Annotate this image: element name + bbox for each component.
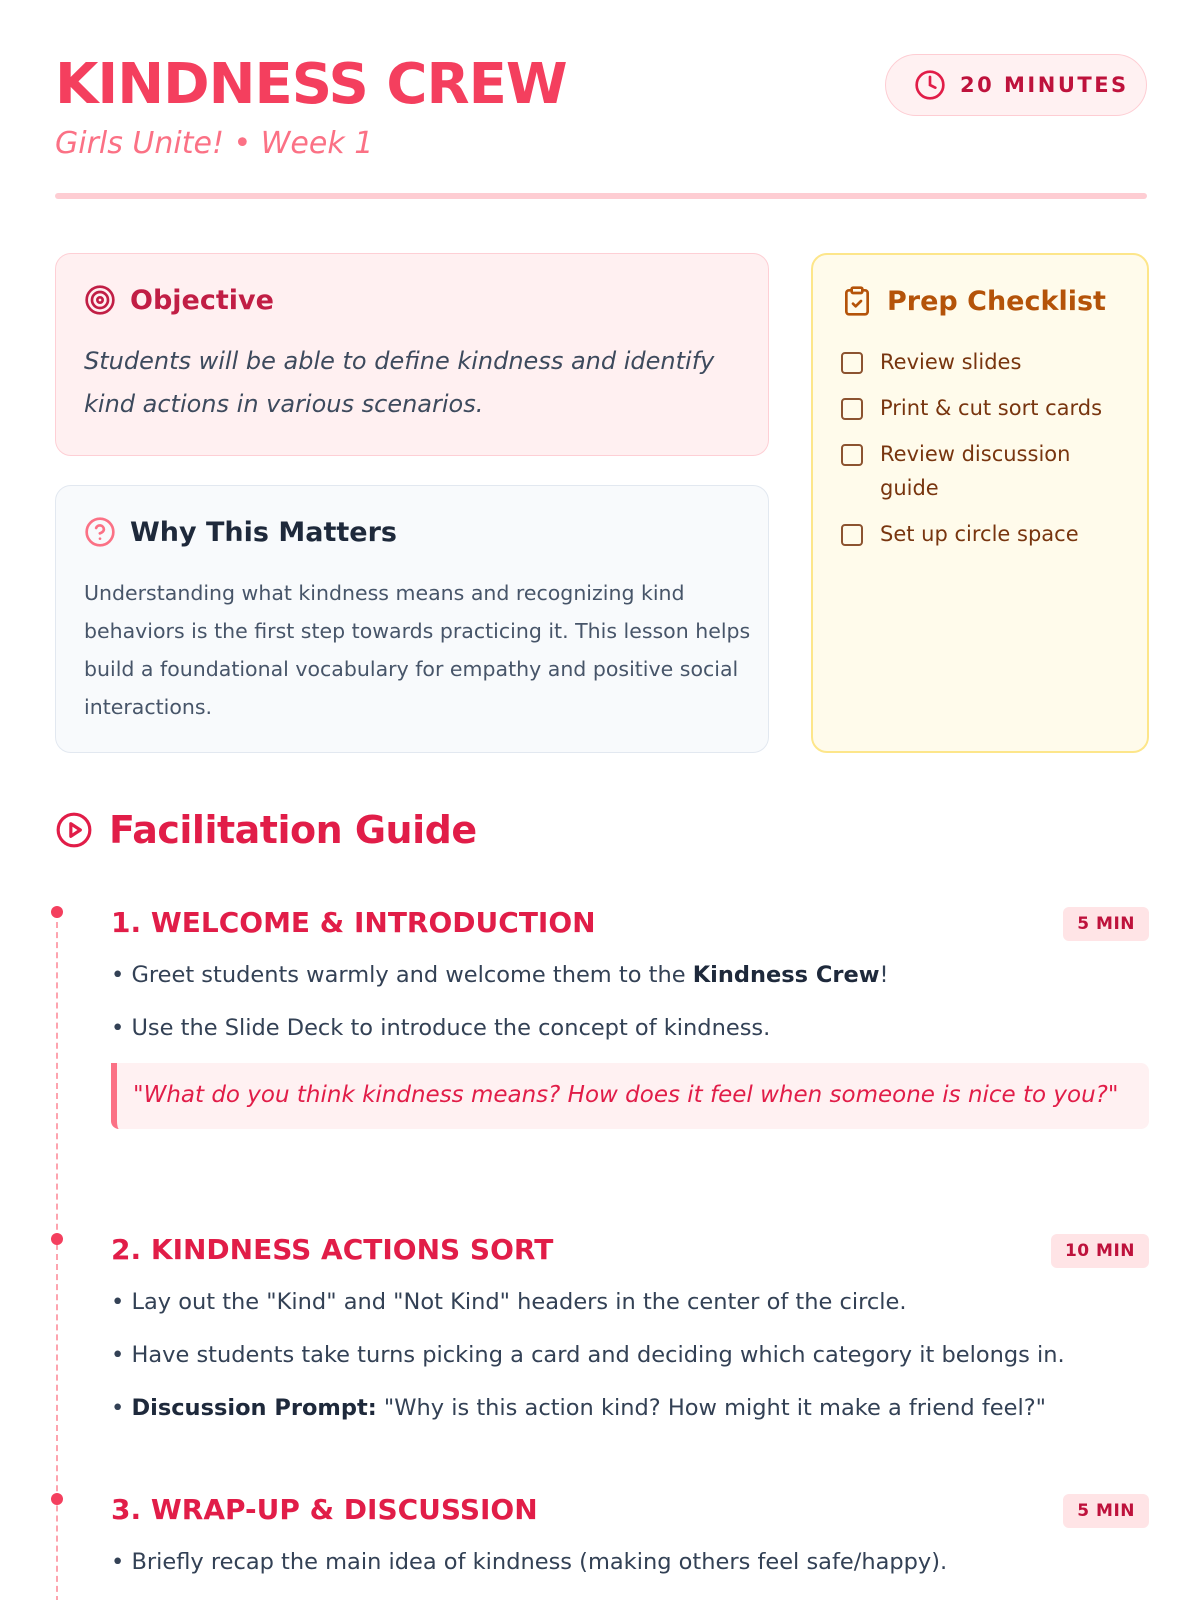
guide-step <box>111 903 1149 1129</box>
objective-header <box>84 284 274 316</box>
step-title: 1. WELCOME & INTRODUCTION <box>111 906 596 939</box>
bullet-item: • Have students take turns picking a card and deciding which category it belongs in. <box>111 1342 1065 1368</box>
prep-header <box>841 285 1106 317</box>
checklist-label: Set up circle space <box>880 522 1079 546</box>
bullet-text: "Why is this action kind? How might it make a friend feel?" <box>376 1395 1046 1421</box>
checklist-item[interactable] <box>841 345 1131 379</box>
why-text: Understanding what kindness means and recognizing kind behaviors is the first step towards practicing it. This lesson helps build a foundational vocabulary for empathy and positive social interactions. <box>84 581 751 719</box>
step-bullets <box>111 1284 1149 1426</box>
duration-label: 20 MINUTES <box>960 73 1129 97</box>
bullet-item: • Lay out the "Kind" and "Not Kind" headers in the center of the circle. <box>111 1289 907 1315</box>
target-icon <box>84 284 116 316</box>
step-bullets <box>111 1544 1149 1580</box>
bullet-text: Use the Slide Deck to introduce the concept of kindness. <box>131 1015 771 1041</box>
timeline-dot <box>51 906 63 918</box>
checkbox[interactable] <box>841 352 863 374</box>
bullet-item: • Greet students warmly and welcome them to the Kindness Crew! <box>111 962 889 988</box>
prep-title: Prep Checklist <box>887 285 1106 317</box>
checklist-item[interactable] <box>841 517 1131 551</box>
timeline-dot <box>51 1233 63 1245</box>
objective-text: Students will be able to define kindness and identify kind actions in various scenarios. <box>84 347 715 418</box>
bullet-item: • Discussion Prompt: "Why is this action kind? How might it make a friend feel?" <box>111 1395 1046 1421</box>
discussion-quote: "What do you think kindness means? How does it feel when someone is nice to you?" <box>111 1063 1149 1129</box>
play-circle-icon <box>55 811 93 849</box>
facilitation-guide-title: Facilitation Guide <box>109 808 477 852</box>
step-title: 2. KINDNESS ACTIONS SORT <box>111 1233 554 1266</box>
checkbox[interactable] <box>841 398 863 420</box>
bullet-text: Greet students warmly and welcome them to the <box>131 962 693 988</box>
clipboard-check-icon <box>841 285 873 317</box>
facilitation-guide-header <box>55 808 477 852</box>
step-time-badge: 10 MIN <box>1051 1234 1149 1268</box>
guide-step <box>111 1230 1149 1443</box>
bullet-text: Lay out the "Kind" and "Not Kind" headers in the center of the circle. <box>131 1289 907 1315</box>
step-bullets <box>111 957 1149 1046</box>
prep-checklist <box>841 345 1131 563</box>
page-subtitle: Girls Unite! • Week 1 <box>55 126 374 161</box>
bullet-bold: Discussion Prompt: <box>131 1395 377 1421</box>
bullet-item: • Briefly recap the main idea of kindness (making others feel safe/happy). <box>111 1549 948 1575</box>
duration-badge <box>885 54 1147 116</box>
objective-card <box>55 253 769 456</box>
objective-title: Objective <box>130 284 274 316</box>
step-time-badge: 5 MIN <box>1063 1494 1149 1528</box>
guide-step <box>111 1490 1149 1597</box>
checklist-item[interactable] <box>841 437 1131 505</box>
why-header <box>84 516 397 548</box>
checklist-item[interactable] <box>841 391 1131 425</box>
checklist-label: Review discussion guide <box>880 442 1071 500</box>
checklist-label: Review slides <box>880 350 1022 374</box>
clock-icon <box>914 69 946 101</box>
bullet-text: Have students take turns picking a card and deciding which category it belongs in. <box>131 1342 1065 1368</box>
step-time-badge: 5 MIN <box>1063 907 1149 941</box>
bullet-bold: Kindness Crew <box>692 962 880 988</box>
checklist-label: Print & cut sort cards <box>880 396 1103 420</box>
checkbox[interactable] <box>841 444 863 466</box>
prep-checklist-card <box>811 253 1149 753</box>
header-divider <box>55 193 1147 199</box>
timeline-dot <box>51 1493 63 1505</box>
checkbox[interactable] <box>841 524 863 546</box>
question-circle-icon <box>84 516 116 548</box>
page-header <box>55 52 1147 202</box>
step-title: 3. WRAP-UP & DISCUSSION <box>111 1493 538 1526</box>
page-title: KINDNESS CREW <box>55 52 567 117</box>
why-title: Why This Matters <box>130 516 397 548</box>
bullet-item: • Use the Slide Deck to introduce the concept of kindness. <box>111 1015 771 1041</box>
bullet-text: Briefly recap the main idea of kindness (making others feel safe/happy). <box>131 1549 948 1575</box>
bullet-text: ! <box>879 962 889 988</box>
why-card <box>55 485 769 753</box>
